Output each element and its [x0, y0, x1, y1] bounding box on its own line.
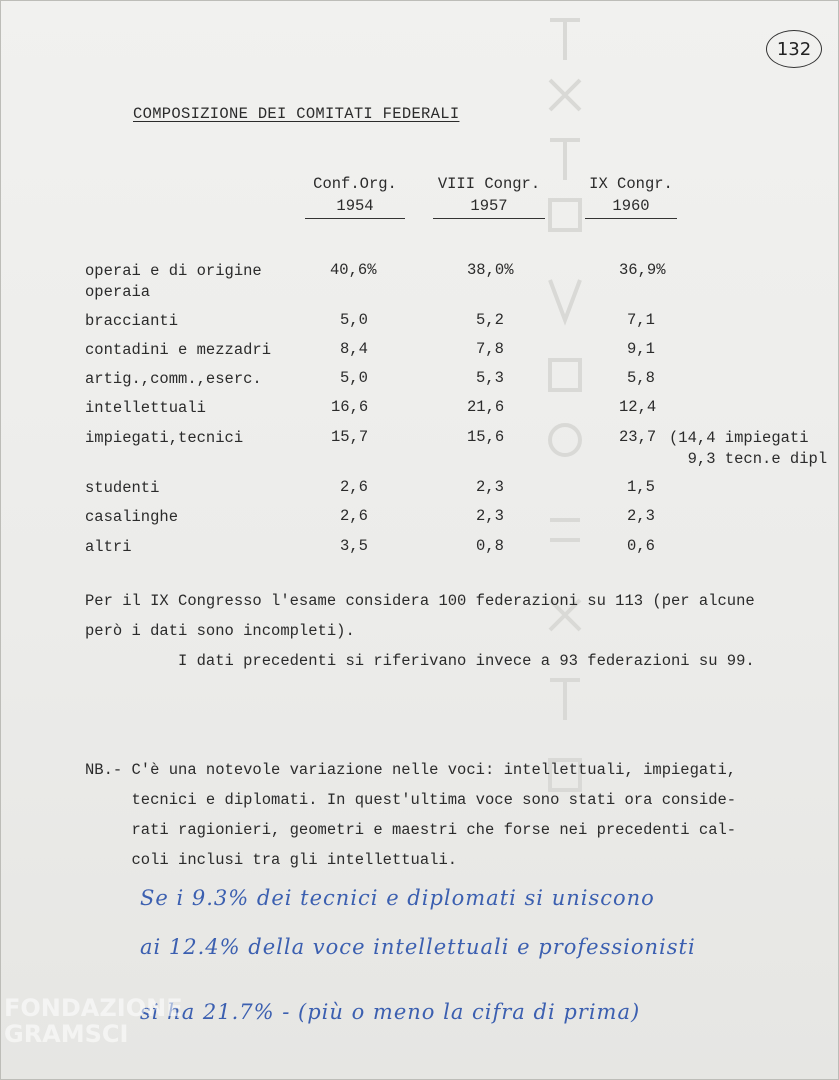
cell-1960: 1,5 [627, 478, 655, 496]
column-year: 1960 [585, 195, 677, 219]
page-number: 132 [766, 30, 822, 68]
cell-1957: 7,8 [476, 340, 504, 358]
cell-1960: 5,8 [627, 369, 655, 387]
cell-1957: 5,2 [476, 311, 504, 329]
column-year: 1957 [433, 195, 545, 219]
cell-1957: 15,6 [467, 428, 505, 446]
column-header-1954 [305, 173, 405, 219]
row-label: impiegati,tecnici [85, 429, 244, 447]
impiegati-breakdown-note: (14,4 impiegati 9,3 tecn.e dipl [669, 429, 828, 468]
handwritten-line-2: ai 12.4% della voce intellettuali e professionisti [140, 935, 696, 959]
cell-1960: 36,9% [619, 261, 666, 279]
archive-logo: FONDAZIONE GRAMSCI [4, 994, 183, 1048]
cell-1954: 5,0 [340, 369, 368, 387]
column-header-1960 [585, 173, 677, 219]
cell-1960: 23,7 [619, 428, 657, 446]
handwritten-line-3: si ha 21.7% - (più o meno la cifra di prima) [140, 1000, 641, 1024]
cell-1960: 12,4 [619, 398, 657, 416]
cell-1957: 21,6 [467, 398, 505, 416]
row-label: artig.,comm.,eserc. [85, 370, 262, 388]
cell-1960: 7,1 [627, 311, 655, 329]
row-label: altri [85, 538, 132, 556]
cell-1957: 2,3 [476, 478, 504, 496]
cell-1957: 38,0% [467, 261, 514, 279]
handwritten-line-1: Se i 9.3% dei tecnici e diplomati si uniscono [140, 886, 655, 910]
cell-1960: 9,1 [627, 340, 655, 358]
methodology-paragraph: Per il IX Congresso l'esame considera 100 federazioni su 113 (per alcune però i dati sono incompleti). I dati precedenti si riferivano invece a 93 federazioni su 99. [85, 592, 755, 670]
column-header-1957 [433, 173, 545, 219]
cell-1957: 0,8 [476, 537, 504, 555]
row-label: contadini e mezzadri [85, 341, 272, 359]
row-label: studenti [85, 479, 160, 497]
cell-1960: 2,3 [627, 507, 655, 525]
column-name: IX Congr. [589, 175, 673, 193]
document-title: COMPOSIZIONE DEI COMITATI FEDERALI [133, 105, 460, 123]
cell-1954: 3,5 [340, 537, 368, 555]
cell-1954: 2,6 [340, 478, 368, 496]
cell-1954: 16,6 [331, 398, 369, 416]
column-year: 1954 [305, 195, 405, 219]
cell-1954: 15,7 [331, 428, 369, 446]
cell-1957: 2,3 [476, 507, 504, 525]
cell-1960: 0,6 [627, 537, 655, 555]
row-label: casalinghe [85, 508, 179, 526]
cell-1954: 5,0 [340, 311, 368, 329]
cell-1954: 2,6 [340, 507, 368, 525]
row-label: intellettuali [85, 399, 206, 417]
nb-note-paragraph: NB.- C'è una notevole variazione nelle voci: intellettuali, impiegati, tecnici e diplomati. In quest'ultima voce sono stati ora conside- rati ragionieri, geometri e maestri che forse nei precedenti cal- coli inclusi tra gli intellettuali. [85, 761, 737, 869]
cell-1954: 40,6% [330, 261, 377, 279]
column-name: VIII Congr. [437, 175, 541, 193]
column-name: Conf.Org. [313, 175, 397, 193]
row-label: operai e di origine operaia [85, 262, 262, 301]
cell-1954: 8,4 [340, 340, 368, 358]
row-label: braccianti [85, 312, 179, 330]
cell-1957: 5,3 [476, 369, 504, 387]
